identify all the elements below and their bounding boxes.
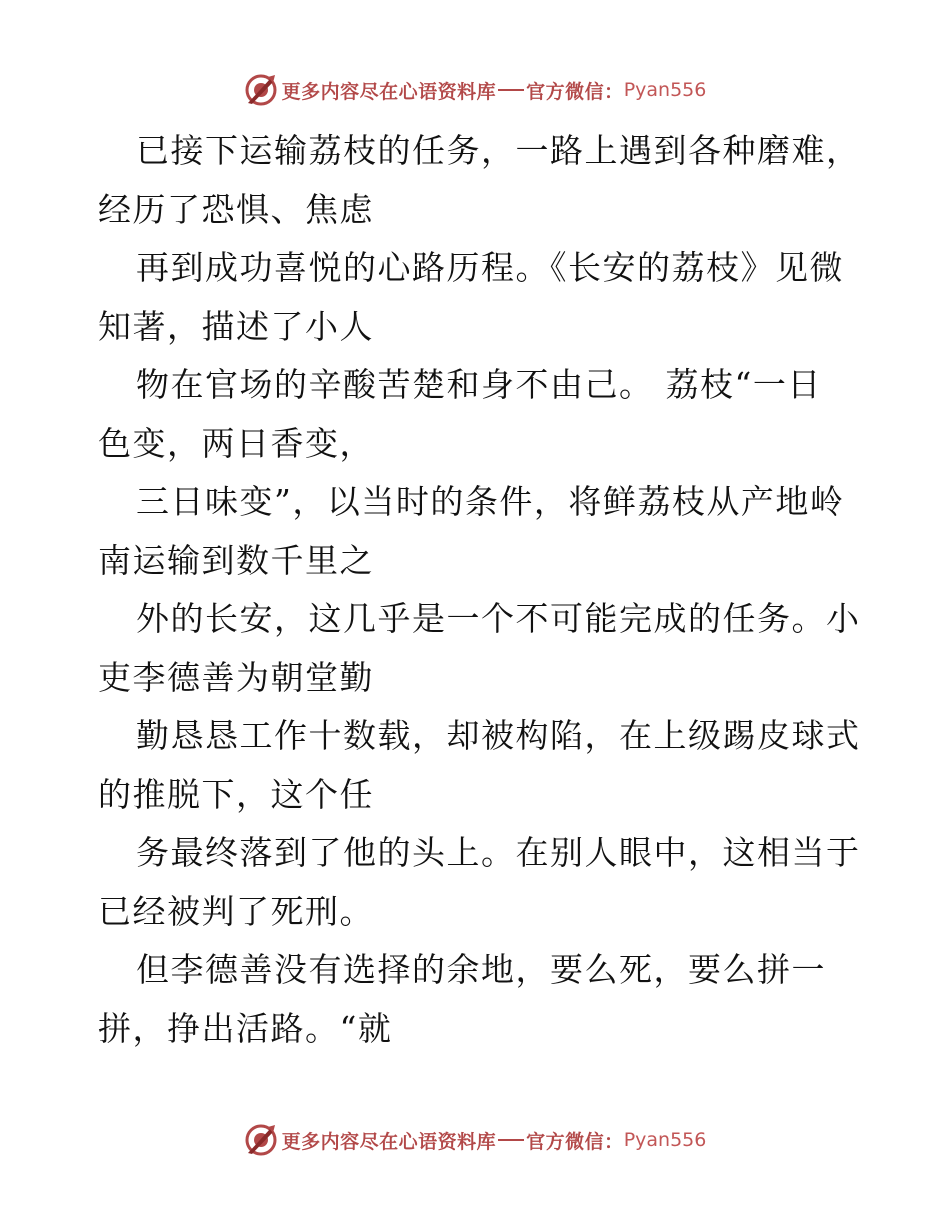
body-line: 已接下运输荔枝的任务，一路上遇到各种磨难，: [136, 131, 861, 170]
body-line: 物在官场的辛酸苦楚和身不由己。 荔枝“一日: [136, 365, 822, 404]
header-banner: [0, 70, 950, 110]
body-line: 已经被判了死刑。: [98, 891, 374, 931]
header-brand-text: 更多内容尽在心语资料库: [281, 80, 497, 103]
body-line: 的推脱下，这个任: [98, 774, 374, 814]
body-line: 再到成功喜悦的心路历程。《长安的荔枝》见微: [136, 248, 844, 287]
footer-banner: [0, 1120, 950, 1160]
quill-logo-icon: [244, 1123, 278, 1157]
header-wechat-id: Pyan556: [623, 79, 707, 101]
body-line: 但李德善没有选择的余地，要么死，要么拼一: [136, 950, 826, 989]
footer-official-label: 官方微信：: [526, 1130, 624, 1153]
footer-brand-text: 更多内容尽在心语资料库: [281, 1130, 497, 1153]
footer-dash: [498, 1139, 524, 1141]
body-line: 吏李德善为朝堂勤: [98, 657, 374, 697]
quill-logo-icon: [244, 73, 278, 107]
body-line: 知著，描述了小人: [98, 306, 374, 346]
body-line: 经历了恐惧、焦虑: [98, 189, 374, 229]
body-line: 务最终落到了他的头上。在别人眼中，这相当于: [136, 833, 861, 872]
header-official-label: 官方微信：: [526, 80, 624, 103]
body-line: 南运输到数千里之: [98, 540, 374, 580]
document-body: [98, 122, 861, 1058]
body-line: 外的长安，这几乎是一个不可能完成的任务。小: [136, 599, 861, 638]
footer-wechat-id: Pyan556: [623, 1129, 707, 1151]
body-line: 勤恳恳工作十数载，却被构陷，在上级踢皮球式: [136, 716, 861, 755]
body-line: 三日味变”，以当时的条件，将鲜荔枝从产地岭: [136, 482, 845, 521]
header-dash: [498, 89, 524, 91]
body-line: 拼，挣出活路。“就: [98, 1008, 393, 1048]
body-line: 色变，两日香变，: [98, 423, 374, 463]
